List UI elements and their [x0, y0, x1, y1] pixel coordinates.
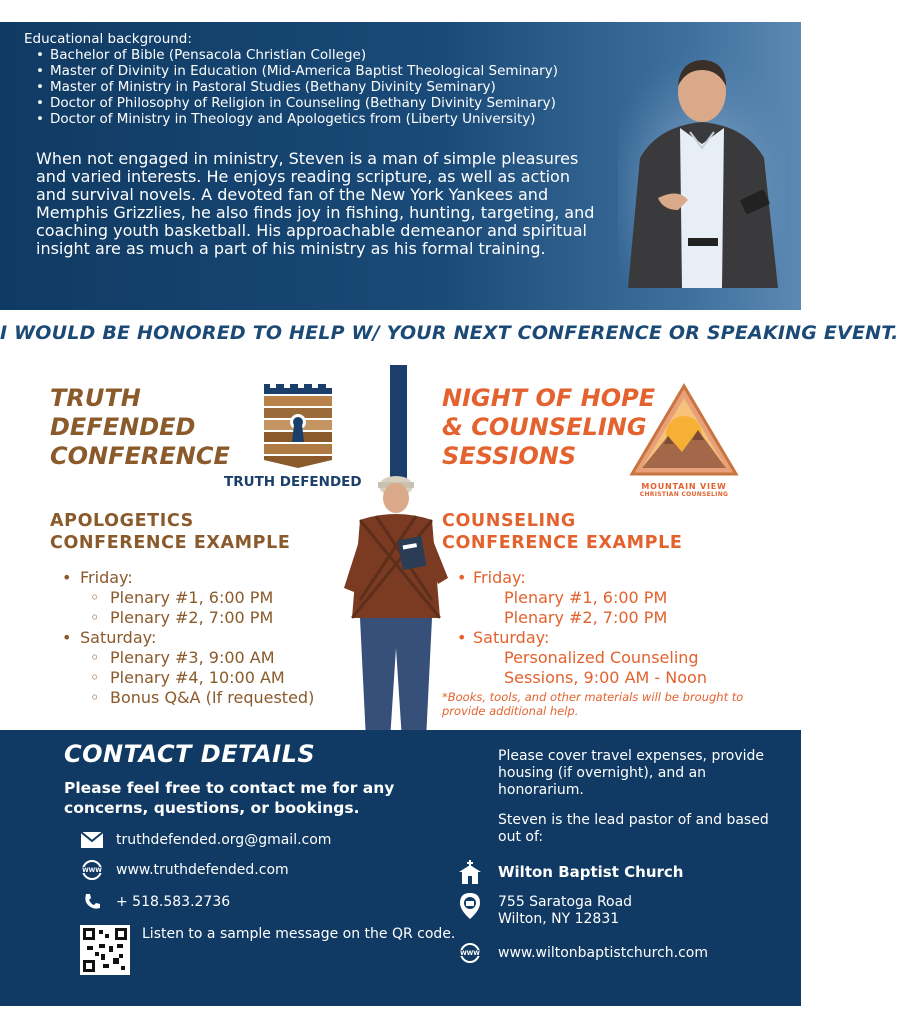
speaker-portrait-photo: [618, 48, 786, 288]
schedule-day: • Friday:: [457, 568, 707, 588]
counseling-schedule: [457, 568, 707, 688]
address-row: [456, 894, 632, 928]
title-line: CONFERENCE: [50, 442, 230, 470]
website-link[interactable]: www.truthdefended.com: [116, 862, 289, 878]
mountain-view-logo-subtext: CHRISTIAN COUNSELING: [639, 491, 729, 498]
svg-text:WWW: WWW: [460, 950, 480, 957]
schedule-item: ◦ Plenary #4, 10:00 AM: [62, 668, 314, 688]
title-line: TRUTH: [50, 384, 141, 412]
phone-icon: [80, 892, 104, 912]
education-heading: Educational background:: [24, 31, 192, 47]
address-line-1: 755 Saratoga Road: [498, 894, 633, 910]
counseling-subtitle: [442, 510, 682, 554]
truth-defended-title: [50, 384, 230, 471]
church-name: Wilton Baptist Church: [498, 862, 684, 881]
title-line: DEFENDED: [50, 413, 196, 441]
globe-icon: [456, 941, 484, 965]
schedule-day: • Friday:: [62, 568, 314, 588]
title-line: SESSIONS: [442, 442, 577, 470]
subtitle-line: COUNSELING: [442, 511, 576, 531]
subtitle-line: APOLOGETICS: [50, 511, 194, 531]
speaker-standing-photo: [340, 468, 452, 764]
location-pin-icon: [456, 894, 484, 918]
schedule-item: ◦ Plenary #3, 9:00 AM: [62, 648, 314, 668]
globe-icon: [80, 860, 104, 880]
phone-number[interactable]: + 518.583.2736: [116, 894, 231, 910]
qr-description: Listen to a sample message on the QR code.: [142, 926, 456, 942]
subtitle-line: CONFERENCE EXAMPLE: [50, 533, 291, 553]
mountain-view-logo-text: MOUNTAIN VIEW: [641, 482, 727, 491]
education-list: [36, 47, 558, 127]
qr-code[interactable]: [80, 925, 130, 975]
banner-heading: I WOULD BE HONORED TO HELP W/ YOUR NEXT CONFERENCE OR SPEAKING EVENT.: [0, 322, 899, 344]
schedule-item: ◦ Plenary #2, 7:00 PM: [62, 608, 314, 628]
pastor-note: Steven is the lead pastor of and based out of:: [498, 812, 769, 845]
materials-note: *Books, tools, and other materials will be brought to provide additional help.: [442, 690, 744, 718]
contact-subtitle: Please feel free to contact me for any concerns, questions, or bookings.: [64, 779, 395, 817]
schedule-item: ◦ Bonus Q&A (If requested): [62, 688, 314, 708]
schedule-item: ◦ Plenary #1, 6:00 PM: [62, 588, 314, 608]
contact-section: [0, 730, 801, 1006]
schedule-item: Personalized Counseling: [504, 648, 699, 667]
education-item: • Master of Divinity in Education (Mid-America Baptist Theological Seminary): [36, 63, 558, 79]
truth-defended-logo-text: TRUTH DEFENDED: [224, 474, 362, 490]
contact-title: CONTACT DETAILS: [64, 740, 316, 768]
education-item: • Doctor of Ministry in Theology and Apologetics from (Liberty University): [36, 111, 558, 127]
address-line-2: Wilton, NY 12831: [498, 911, 620, 927]
email-row[interactable]: [80, 830, 331, 850]
apologetics-schedule: [62, 568, 314, 708]
website-row[interactable]: [80, 860, 289, 880]
title-line: NIGHT OF HOPE: [442, 384, 656, 412]
schedule-day: • Saturday:: [457, 628, 707, 648]
mountain-view-logo: [628, 382, 740, 482]
phone-row[interactable]: [80, 892, 230, 912]
bio-paragraph: When not engaged in ministry, Steven is a man of simple pleasures and varied interests. He enjoys reading scripture, as well as action and survival novels. A devoted fan of the New York Yankees and Memphis Grizzlies, he also finds joy in fishing, hunting, targeting, and coaching youth basketball. His approachable demeanor and spiritual insight are as much a part of his ministry as his formal training.: [36, 149, 595, 258]
subtitle-line: CONFERENCE EXAMPLE: [442, 533, 683, 553]
church-website-row[interactable]: [456, 941, 708, 965]
envelope-icon: [80, 830, 104, 850]
church-website-link[interactable]: www.wiltonbaptistchurch.com: [498, 944, 708, 961]
title-line: & COUNSELING: [442, 413, 647, 441]
schedule-day: • Saturday:: [62, 628, 314, 648]
schedule-item: Plenary #1, 6:00 PM: [504, 588, 668, 607]
travel-note: Please cover travel expenses, provide housing (if overnight), and an honorarium.: [498, 748, 765, 798]
schedule-item: Sessions, 9:00 AM - Noon: [504, 668, 707, 687]
schedule-item: Plenary #2, 7:00 PM: [504, 608, 668, 627]
apologetics-subtitle: [50, 510, 290, 554]
education-item: • Master of Ministry in Pastoral Studies (Bethany Divinity Seminary): [36, 79, 558, 95]
night-of-hope-title: [442, 384, 655, 471]
church-icon: [456, 860, 484, 884]
church-row: [456, 860, 683, 884]
svg-text:WWW: WWW: [82, 867, 102, 874]
education-item: • Doctor of Philosophy of Religion in Counseling (Bethany Divinity Seminary): [36, 95, 558, 111]
email-link[interactable]: truthdefended.org@gmail.com: [116, 832, 332, 848]
education-item: • Bachelor of Bible (Pensacola Christian College): [36, 47, 558, 63]
truth-defended-logo: [262, 384, 334, 468]
